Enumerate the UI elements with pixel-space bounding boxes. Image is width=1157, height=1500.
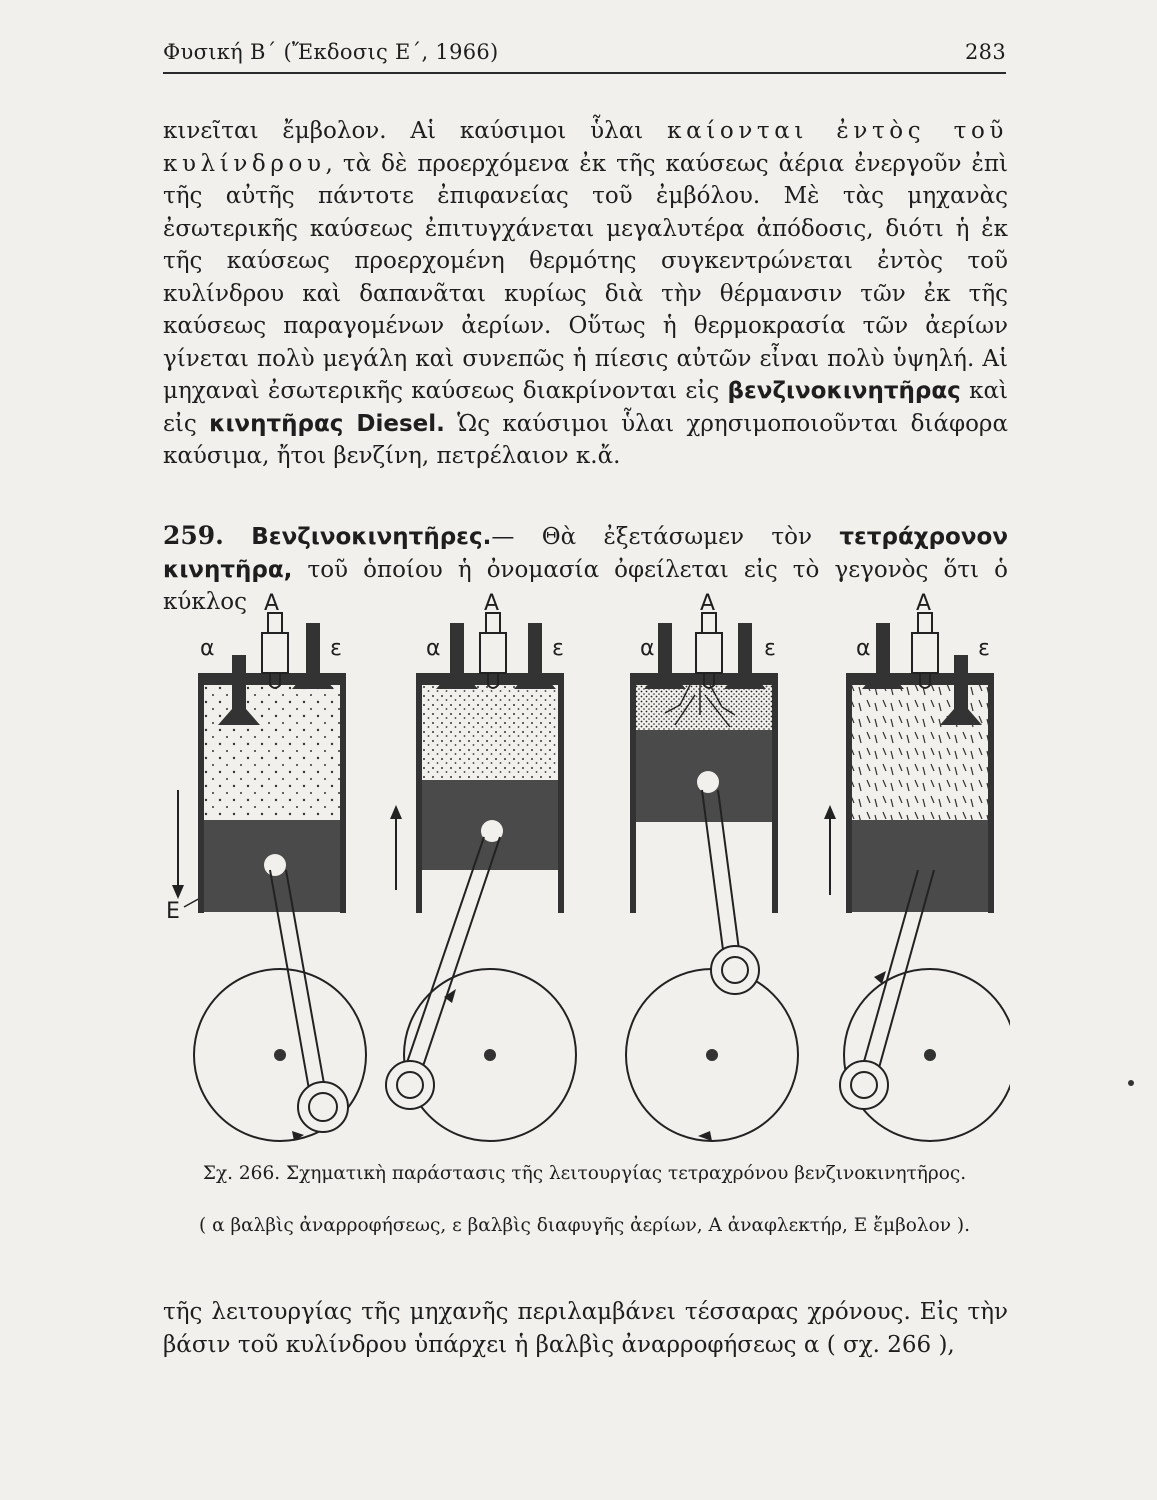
figure-266-engine-strokes — [160, 585, 1010, 1170]
figure-caption-title: Σχ. 266. Σχηματικὴ παράστασις τῆς λειτουργίας τετραχρόνου βενζινοκινητῆρος. — [202, 1163, 967, 1184]
engine-stroke-1 — [166, 591, 366, 1141]
label-A-1: A — [264, 591, 280, 616]
section-title: Βενζινοκινητῆρες. — [251, 524, 492, 550]
running-title: Φυσική Β΄ (Ἔκδοσις Ε΄, 1966) — [163, 40, 499, 64]
label-a-2: α — [426, 636, 441, 661]
term-diesel: κινητῆρας Diesel. — [209, 410, 445, 437]
paragraph-1 — [163, 115, 1008, 473]
header-rule — [163, 72, 1006, 74]
label-A-2: A — [484, 591, 500, 616]
figure-caption-legend: ( α βαλβὶς ἀναρροφήσεως, ε βαλβὶς διαφυγῆς ἀερίων, Α ἀναφλεκτήρ, Ε ἔμβολον ). — [198, 1215, 970, 1236]
section-number: 259. — [163, 521, 224, 550]
label-a-1: α — [200, 636, 215, 661]
p1-text-end: Ὡς καύσιμοι ὗλαι χρησιμοποιοῦνται διάφορα καύσιμα, ἤτοι βενζίνη, πετρέλαιον κ.ἄ. — [163, 410, 1008, 469]
term-tetrachronos: τετράχρονον κινητῆρα, — [163, 524, 1008, 583]
section-rest: τοῦ ὁποίου ἡ ὀνομασία ὀφείλεται εἰς τὸ γεγονὸς ὅτι ὁ κύκλος — [163, 556, 1008, 615]
page-number: 283 — [965, 40, 1006, 64]
label-a-3: α — [640, 636, 655, 661]
label-e-2: ε — [552, 636, 564, 661]
engine-stroke-3 — [626, 591, 798, 1141]
label-a-4: α — [856, 636, 871, 661]
label-A-4: A — [916, 591, 932, 616]
page-header — [163, 36, 1006, 70]
label-e-4: ε — [978, 636, 990, 661]
term-benzinokinitires: βενζινοκινητῆρας — [727, 378, 961, 404]
p1-spaced-emphasis: καίονται ἐντὸς τοῦ κυλίνδρου — [163, 118, 1008, 177]
p1-text-mid: καὶ εἰς — [163, 378, 1008, 437]
label-e-1: ε — [330, 636, 342, 661]
engine-stroke-2 — [386, 591, 576, 1141]
section-dash-text: — Θὰ ἐξετάσωμεν τὸν — [491, 524, 840, 550]
print-speck — [1128, 1080, 1134, 1086]
p1-text-b: , τὰ δὲ προερχόμενα ἐκ τῆς καύσεως ἀέρια ἐνεργοῦν ἐπὶ τῆς αὐτῆς πάντοτε ἐπιφανείας τοῦ ἐμβόλου. Μὲ τὰς μηχανὰς ἐσωτερικῆς καύσεως ἐπιτυγχάνεται μεγαλυτέρα ἀπόδοσις, διότι ἡ ἐκ τῆς καύσεως προερχομένη θερμότης συγκεντρώνεται ἐντὸς τοῦ κυλίνδρου καὶ δαπανᾶται κυρίως διὰ τὴν θέρμανσιν τῶν ἐκ τῆς καύσεως παραγομένων ἀερίων. Οὕτως ἡ θερμοκρασία τῶν ἀερίων γίνεται πολὺ μεγάλη καὶ συνεπῶς ἡ πίεσις αὐτῶν εἶναι πολὺ ὑψηλή. Αἱ μηχαναὶ ἐσωτερικῆς καύσεως διακρίνονται εἰς — [163, 150, 1008, 404]
p1-text-a: κινεῖται ἔμβολον. Αἱ καύσιμοι ὗλαι — [163, 118, 668, 144]
label-e-3: ε — [764, 636, 776, 661]
paragraph-3: τῆς λειτουργίας τῆς μηχανῆς περιλαμβάνει τέσσαρας χρόνους. Εἰς τὴν βάσιν τοῦ κυλίνδρου ὑπάρχει ἡ βαλβὶς ἀναρροφήσεως α ( σχ. 266 ), — [163, 1299, 1008, 1358]
engine-stroke-4 — [824, 591, 1010, 1141]
label-E: E — [166, 899, 180, 924]
label-A-3: A — [700, 591, 716, 616]
